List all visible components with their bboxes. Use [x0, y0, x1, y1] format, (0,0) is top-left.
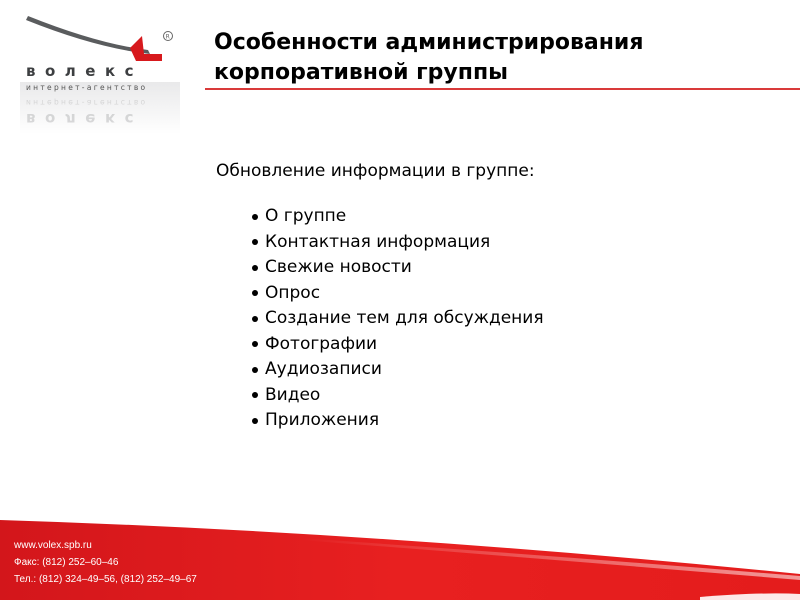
logo-wordmark: волекс [26, 62, 144, 80]
list-item-label: О группе [265, 206, 347, 226]
slide-body [216, 160, 776, 434]
website-link[interactable]: www.volex.spb.ru [14, 540, 92, 551]
list-item [252, 332, 776, 358]
phone-numbers: Тел.: (812) 324–49–56, (812) 252–49–67 [14, 574, 197, 585]
list-item-label: Приложения [265, 410, 380, 430]
feature-list [216, 204, 776, 434]
bullet-icon [252, 265, 258, 271]
logo-check-mark [130, 36, 162, 61]
svg-text:волекс: волекс [26, 110, 144, 128]
list-item-label: Контактная информация [265, 231, 491, 252]
list-item [252, 255, 776, 281]
bullet-icon [252, 341, 258, 347]
list-item [252, 281, 776, 307]
page-title-line-2: корпоративной группы [214, 60, 509, 85]
svg-text:интернет-агентство: интернет-агентство [26, 98, 148, 107]
list-item-label: Свежие новости [265, 257, 412, 277]
list-item [252, 204, 776, 230]
svg-text:R: R [165, 33, 170, 41]
logo-tagline: интернет-агентство [26, 83, 148, 92]
bullet-icon [252, 239, 258, 245]
page-title-line-1: Особенности администрирования [214, 30, 644, 55]
bullet-icon [252, 418, 258, 424]
list-item-label: Видео [265, 384, 321, 405]
intro-text: Обновление информации в группе: [216, 161, 535, 181]
bullet-icon [252, 392, 258, 398]
list-item [252, 230, 776, 256]
list-item-label: Опрос [265, 282, 321, 303]
list-item [252, 408, 776, 434]
list-item [252, 357, 776, 383]
bullet-icon [252, 367, 258, 373]
list-item-label: Аудиозаписи [265, 359, 382, 379]
list-item [252, 306, 776, 332]
list-item-label: Фотографии [265, 333, 378, 354]
list-item [252, 383, 776, 409]
logo-mirror [26, 98, 147, 128]
bullet-icon [252, 214, 258, 220]
title-divider [205, 88, 800, 90]
bullet-icon [252, 316, 258, 322]
company-logo [18, 14, 188, 134]
bullet-icon [252, 290, 258, 296]
fax-number: Факс: (812) 252–60–46 [14, 557, 119, 568]
contact-info [14, 537, 197, 588]
page-title [214, 28, 774, 88]
list-item-label: Создание тем для обсуждения [265, 308, 544, 328]
